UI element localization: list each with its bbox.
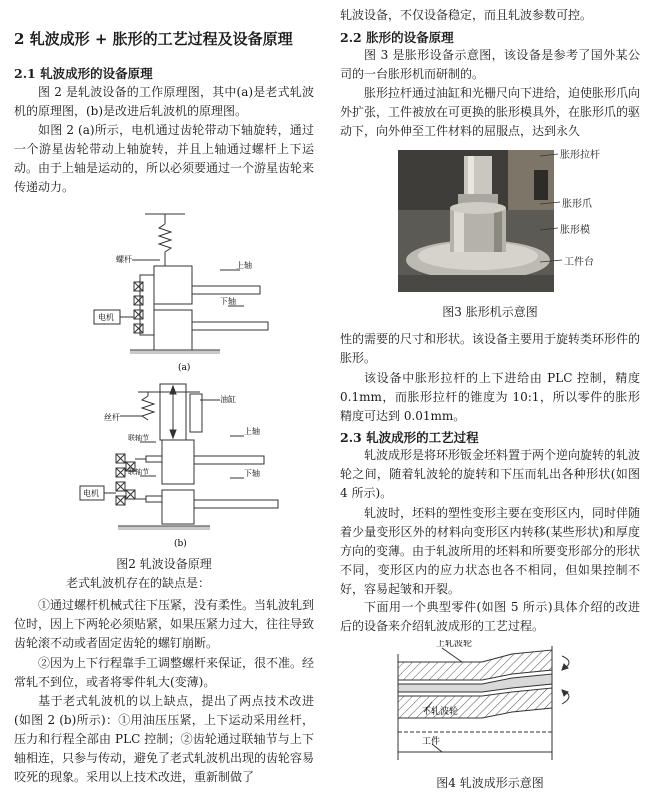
fig4-label-upper-roll: 上轧波轮 [436,640,473,649]
fig2b-label-lower-shaft: 下轴 [244,469,260,478]
fig2a-label-screw: 螺杆 [116,255,132,264]
figure-3-leaders [540,150,640,300]
subsection-title-2-2: 2.2 胀形的设备原理 [340,30,454,45]
fig3-label-table: 工件台 [564,257,594,268]
subsection-title-2-3: 2.3 轧波成形的工艺过程 [340,430,479,445]
paragraph: ①通过螺杆机械式往下压紧，没有柔性。当轧波轧到位时，因上下两轮必须贴紧，如果压紧力过大，往往导致齿轮滚不动或者固定齿轮的螺钉崩断。 [14,598,315,650]
paragraph: ②因为上下行程靠手工调整螺杆来保证，很不准。经常轧不到位，或者将零件轧大(变薄)。 [14,656,315,689]
figure-3-caption: 图3 胀形机示意图 [442,305,538,319]
paragraph: 如图 2 (a)所示，电机通过齿轮带动下轴旋转，通过一个游星齿轮带动上轴旋转，并且上轴通过螺杆上下运动。由于上轴是运动的，所以必须要通过一个游星齿轮来传递动力。 [14,123,315,194]
paragraph: 轧波设备，不仅设备稳定，而且轧波参数可控。 [340,8,593,22]
paragraph: 图 2 是轧波设备的工作原理图，其中(a)是老式轧波机的原理图，(b)是改进后轧波机的原理图。 [14,85,314,118]
paragraph: 基于老式轧波机的以上缺点，提出了两点技术改进(如图 2 (b)所示)：①用油压压紧，上下运动采用丝杆，压力和行程全部由 PLC 控制；②齿轮通过联轴节与上下轴相连，只参与传动，避免了老式轧波机出现的齿轮容易咬死的现象。采用以上技术改进，重新制做了 [14,694,315,784]
fig2b-label-upper-shaft: 上轴 [244,427,260,436]
fig2b-label-motor: 电机 [83,489,99,498]
paragraph: 下面用一个典型零件(如图 5 所示)具体介绍的改进后的设备来介绍轧波成形的工艺过程。 [340,600,640,633]
paragraph: 胀形拉杆通过油缸和光栅尺向下进给，迫使胀形爪向外扩张，工件被放在可更换的胀形模具外，在胀形爪的驱动下，向外伸至工件材料的屈服点，达到永久 [340,86,641,138]
fig4-label-workpiece: 工件 [422,737,441,747]
right-column [340,0,640,798]
paragraph: 轧波成形是将环形钣金坯料置于两个逆向旋转的轧波轮之间，随着轧波轮的旋转和下压而轧出各种形状(如图 4 所示)。 [340,448,641,500]
figure-2-caption: 图2 轧波设备原理 [116,557,212,571]
paragraph: 该设备中胀形拉杆的上下进给由 PLC 控制，精度 0.1mm，而胀形拉杆的锥度为 10:1，所以零件的胀形精度可达到 0.01mm。 [340,371,640,423]
paragraph: 老式轧波机存在的缺点是： [66,576,211,590]
fig2a-label: (a) [178,363,191,373]
paragraph: 性的需要的尺寸和形状。该设备主要用于旋转类环形件的胀形。 [340,332,641,365]
fig3-label-claw: 胀形爪 [562,199,592,210]
section-title: 2 轧波成形 + 胀形的工艺过程及设备原理 [14,30,293,48]
figure-4-caption: 图4 轧波成形示意图 [436,776,544,790]
figure-2-diagram [60,200,310,552]
fig2b-label: (b) [174,539,187,549]
fig2b-label-lead-screw: 丝杆 [104,413,120,422]
fig4-label-lower-roll: 下轧波轮 [422,707,459,717]
fig2a-label-motor: 电机 [98,313,114,322]
figure-4-diagram [392,640,592,772]
fig2a-label-lower-shaft: 下轴 [220,297,236,306]
fig2a-label-upper-shaft: 上轴 [236,261,252,270]
figure-3-illustration [398,150,554,292]
paragraph: 轧波时，坯料的塑性变形主要在变形区内，同时伴随着少量变形区外的材料向变形区内转移(某些形状)和厚度方向的变薄。由于轧波所用的坯料和所要变形部分的形状不同，变形区内的应力状态也各不相同，但如果控制不好，容易起皱和开裂。 [340,506,641,596]
fig2b-label-cylinder: 油缸 [220,395,236,404]
fig3-label-rod: 胀形拉杆 [560,150,600,161]
subsection-title-2-1: 2.1 轧波成形的设备原理 [14,66,153,81]
left-column [14,0,314,798]
paragraph: 图 3 是胀形设备示意图，该设备是参考了国外某公司的一台胀形机而研制的。 [340,48,640,81]
figure-3-photo [398,150,554,292]
fig3-label-mold: 胀形模 [560,225,590,236]
fig2b-label-joint-2: 联轴节 [128,468,149,476]
fig2b-label-joint-1: 联轴节 [128,434,149,442]
